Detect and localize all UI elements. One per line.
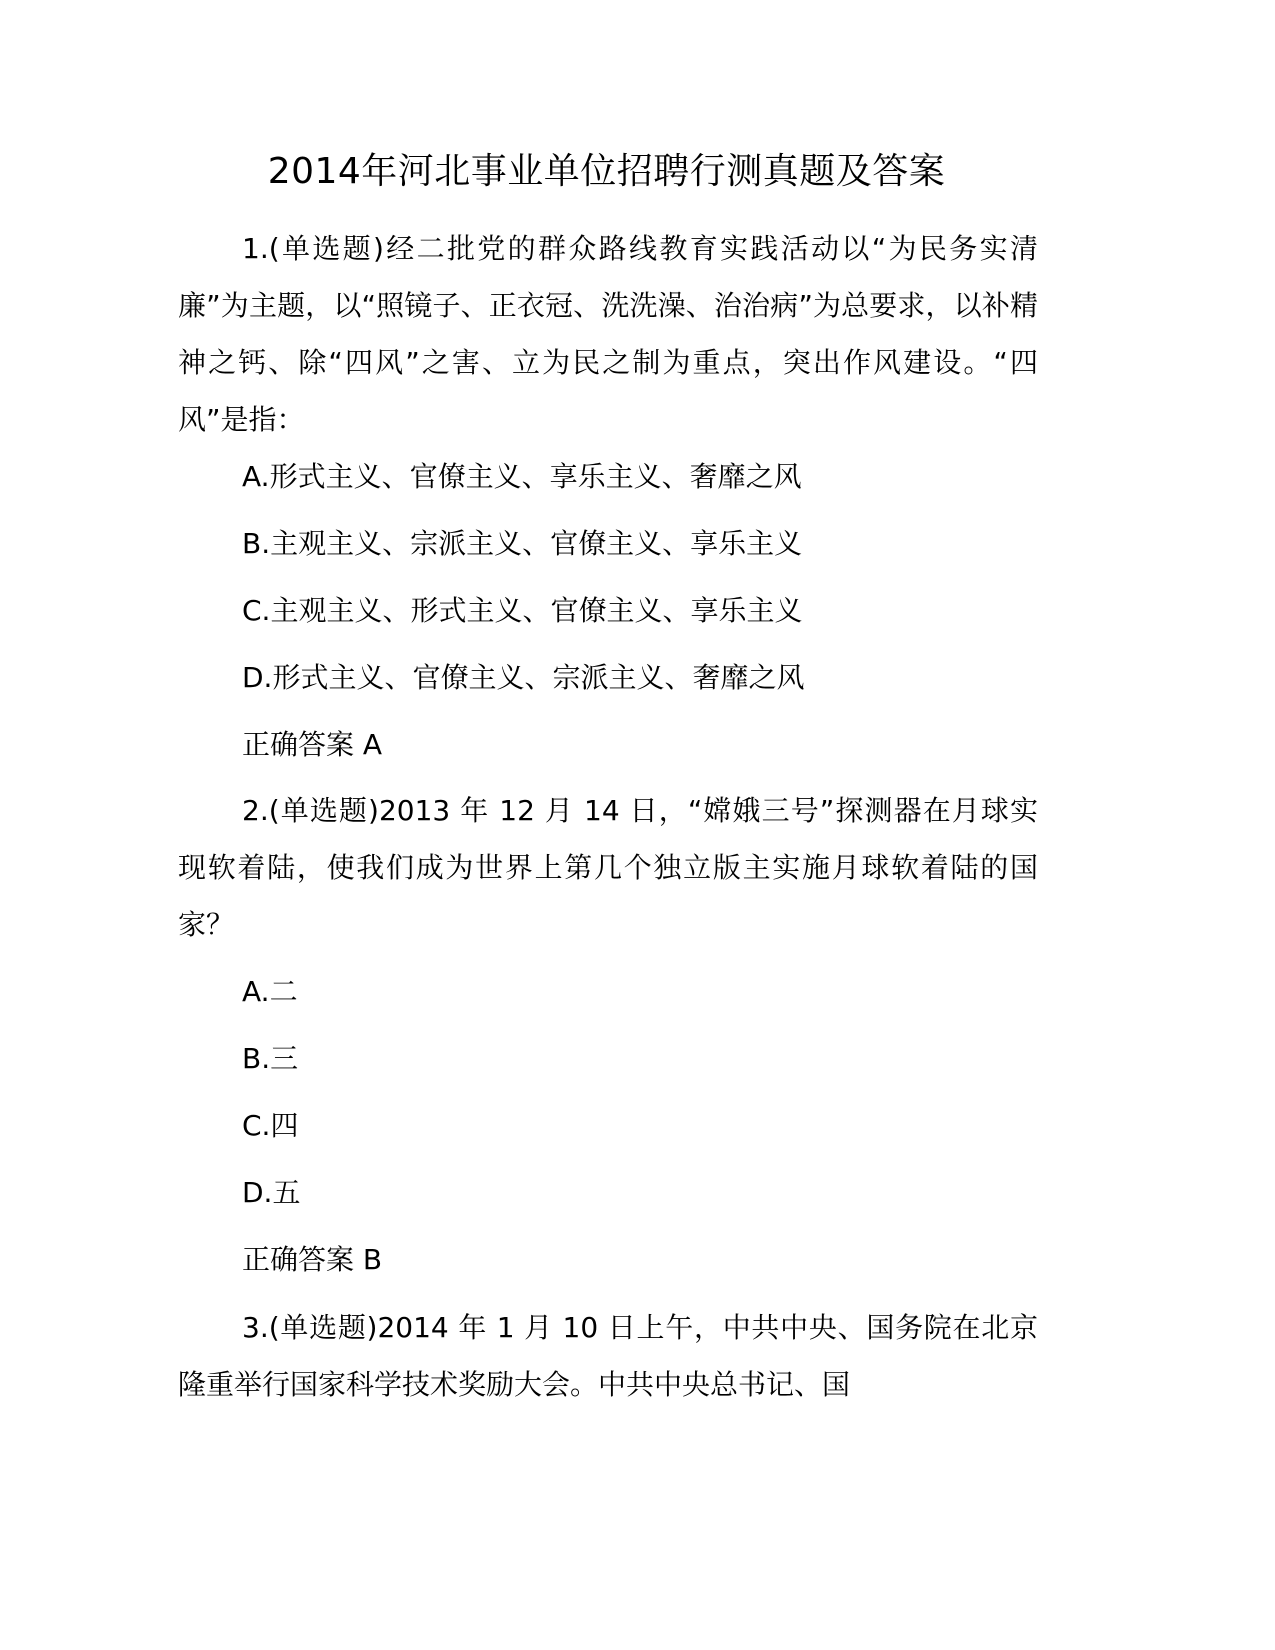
question-1-option-d: D.形式主义、官僚主义、宗派主义、奢靡之风	[242, 661, 805, 694]
question-1-option-c: C.主观主义、形式主义、官僚主义、享乐主义	[242, 594, 803, 627]
question-1-answer: 正确答案 A	[242, 728, 383, 761]
question-1-stem: 1.(单选题)经二批党的群众路线教育实践活动以“为民务实清廉”为主题，以“照镜子、正衣冠、洗洗澡、治治病”为总要求，以补精神之钙、除“四风”之害、立为民之制为重点，突出作风建设。“四风”是指：	[178, 232, 1038, 436]
question-1-option-a: A.形式主义、官僚主义、享乐主义、奢靡之风	[242, 460, 802, 493]
document-title: 2014年河北事业单位招聘行测真题及答案	[267, 151, 946, 192]
question-2-option-c: C.四	[242, 1109, 299, 1142]
question-2-option-a: A.二	[242, 975, 298, 1008]
question-1-option-b: B.主观主义、宗派主义、官僚主义、享乐主义	[242, 527, 803, 560]
question-2-option-d: D.五	[242, 1176, 301, 1209]
question-2-answer: 正确答案 B	[242, 1243, 383, 1276]
question-2-option-b: B.三	[242, 1042, 299, 1075]
question-2-stem: 2.(单选题)2013 年 12 月 14 日，“嫦娥三号”探测器在月球实现软着陆，使我们成为世界上第几个独立版主实施月球软着陆的国家？	[178, 794, 1038, 941]
question-3-stem: 3.(单选题)2014 年 1 月 10 日上午，中共中央、国务院在北京隆重举行国家科学技术奖励大会。中共中央总书记、国	[178, 1311, 1038, 1401]
